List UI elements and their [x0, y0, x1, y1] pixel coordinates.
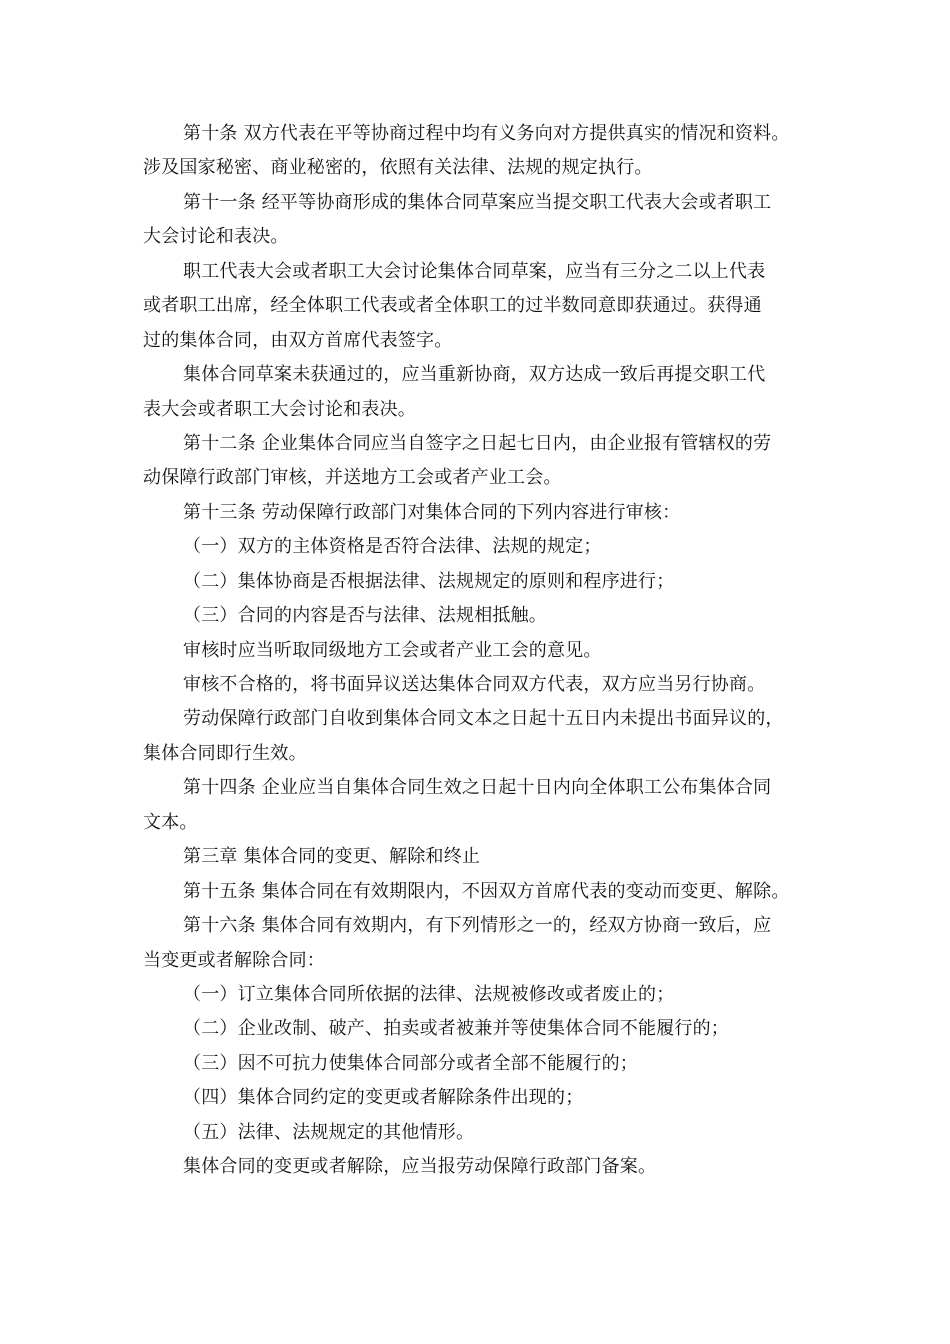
text-line: 集体合同的变更或者解除，应当报劳动保障行政部门备案。 [183, 1156, 657, 1178]
document-body [143, 117, 823, 1185]
chapter-heading: 第三章 集体合同的变更、解除和终止 [183, 846, 481, 868]
text-line: 审核时应当听取同级地方工会或者产业工会的意见。 [183, 639, 602, 661]
text-line: 审核不合格的，将书面异议送达集体合同双方代表，双方应当另行协商。 [183, 674, 766, 695]
text-line: 职工代表大会或者职工大会讨论集体合同草案，应当有三分之二以上代表 [183, 260, 766, 282]
text-line: 动保障行政部门审核，并送地方工会或者产业工会。 [143, 467, 562, 489]
text-line: 过的集体合同，由双方首席代表签字。 [143, 329, 453, 351]
text-line: 集体合同草案未获通过的，应当重新协商，双方达成一致后再提交职工代 [183, 364, 766, 386]
text-line: 劳动保障行政部门自收到集体合同文本之日起十五日内未提出书面异议的， [183, 708, 784, 730]
list-item: （四）集体合同约定的变更或者解除条件出现的； [183, 1087, 584, 1109]
list-item: （三）因不可抗力使集体合同部分或者全部不能履行的； [183, 1052, 638, 1074]
text-line: 第十一条 经平等协商形成的集体合同草案应当提交职工代表大会或者职工 [183, 191, 772, 213]
list-item: （三）合同的内容是否与法律、法规相抵触。 [183, 605, 547, 627]
text-line: 第十五条 集体合同在有效期限内，不因双方首席代表的变动而变更、解除。 [183, 880, 790, 902]
list-item: （二）集体协商是否根据法律、法规规定的原则和程序进行； [183, 570, 675, 592]
text-line: 第十六条 集体合同有效期内，有下列情形之一的，经双方协商一致后，应 [183, 915, 772, 937]
list-item: （一）订立集体合同所依据的法律、法规被修改或者废止的； [183, 983, 675, 1005]
list-item: （一）双方的主体资格是否符合法律、法规的规定； [183, 536, 602, 558]
list-item: （二）企业改制、破产、拍卖或者被兼并等使集体合同不能履行的； [183, 1018, 729, 1040]
text-line: 表大会或者职工大会讨论和表决。 [143, 398, 416, 420]
text-line: 当变更或者解除合同： [143, 949, 325, 971]
text-line: 第十条 双方代表在平等协商过程中均有义务向对方提供真实的情况和资料。 [183, 123, 790, 144]
text-line: 文本。 [143, 811, 198, 833]
text-line: 第十四条 企业应当自集体合同生效之日起十日内向全体职工公布集体合同 [183, 777, 772, 799]
text-line: 大会讨论和表决。 [143, 226, 289, 248]
text-line: 涉及国家秘密、商业秘密的，依照有关法律、法规的规定执行。 [143, 157, 653, 179]
text-line: 或者职工出席，经全体职工代表或者全体职工的过半数同意即获通过。获得通 [143, 295, 762, 317]
text-line: 集体合同即行生效。 [143, 742, 307, 764]
text-line: 第十三条 劳动保障行政部门对集体合同的下列内容进行审核： [183, 501, 681, 523]
text-line: 第十二条 企业集体合同应当自签字之日起七日内，由企业报有管辖权的劳 [183, 432, 772, 454]
list-item: （五）法律、法规规定的其他情形。 [183, 1121, 475, 1143]
